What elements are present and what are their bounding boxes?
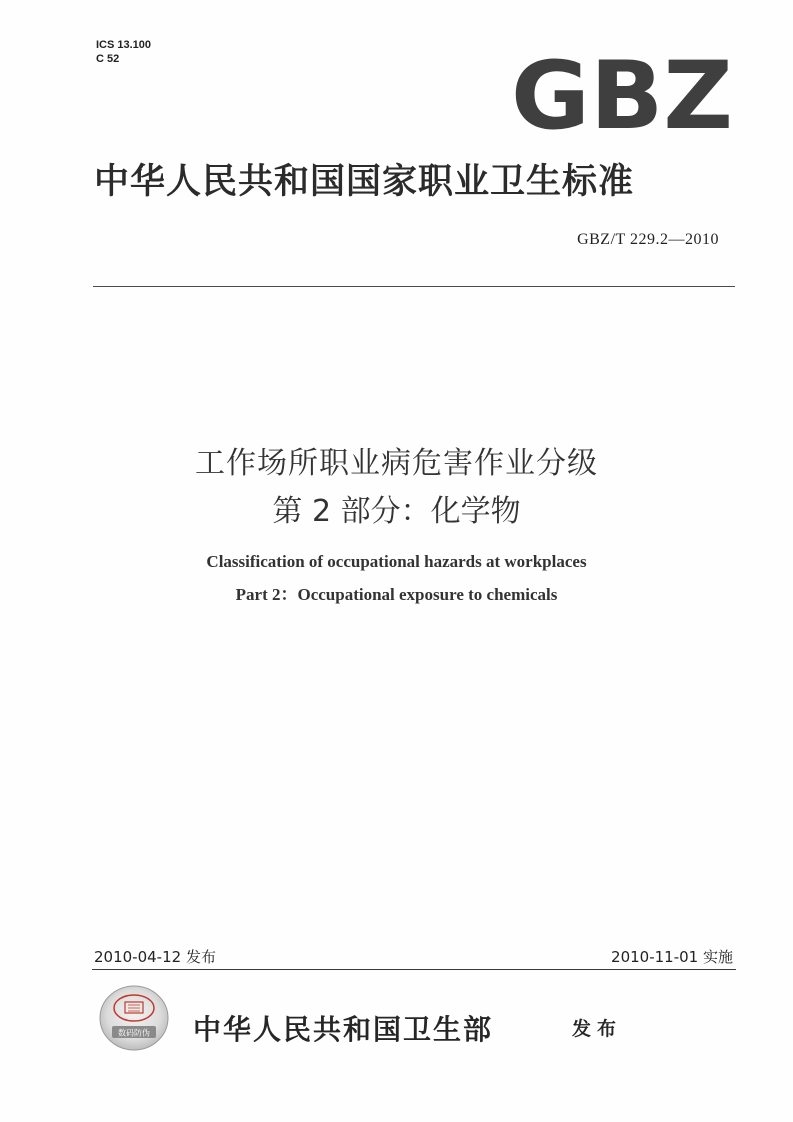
chinese-title-line2: 第 2 部分：化学物 [272, 494, 521, 529]
ccs-code: C 52 [96, 53, 120, 65]
publisher-name: 中华人民共和国卫生部 [193, 1013, 494, 1046]
seal-label: 数码防伪 [118, 1028, 150, 1038]
header-divider [93, 286, 735, 287]
chinese-title-line1: 工作场所职业病危害作业分级 [195, 446, 598, 481]
implementation-date: 2010-11-01 实施 [611, 948, 733, 966]
gbz-logo [508, 54, 736, 134]
gbz-logo-text: GBZ [511, 54, 733, 134]
issue-date: 2010-04-12 发布 [94, 948, 216, 966]
ics-code: ICS 13.100 [96, 39, 152, 51]
classification-codes [96, 38, 151, 66]
footer-divider [92, 969, 736, 970]
english-title-line1: Classification of occupational hazards at workplaces [206, 552, 587, 571]
english-title-line2: Part 2：Occupational exposure to chemicals [235, 585, 558, 604]
anti-counterfeit-seal-icon [98, 984, 170, 1052]
organization-title: 中华人民共和国国家职业卫生标准 [94, 161, 635, 202]
publish-label: 发布 [572, 1018, 623, 1040]
standard-number: GBZ/T 229.2—2010 [577, 231, 719, 248]
